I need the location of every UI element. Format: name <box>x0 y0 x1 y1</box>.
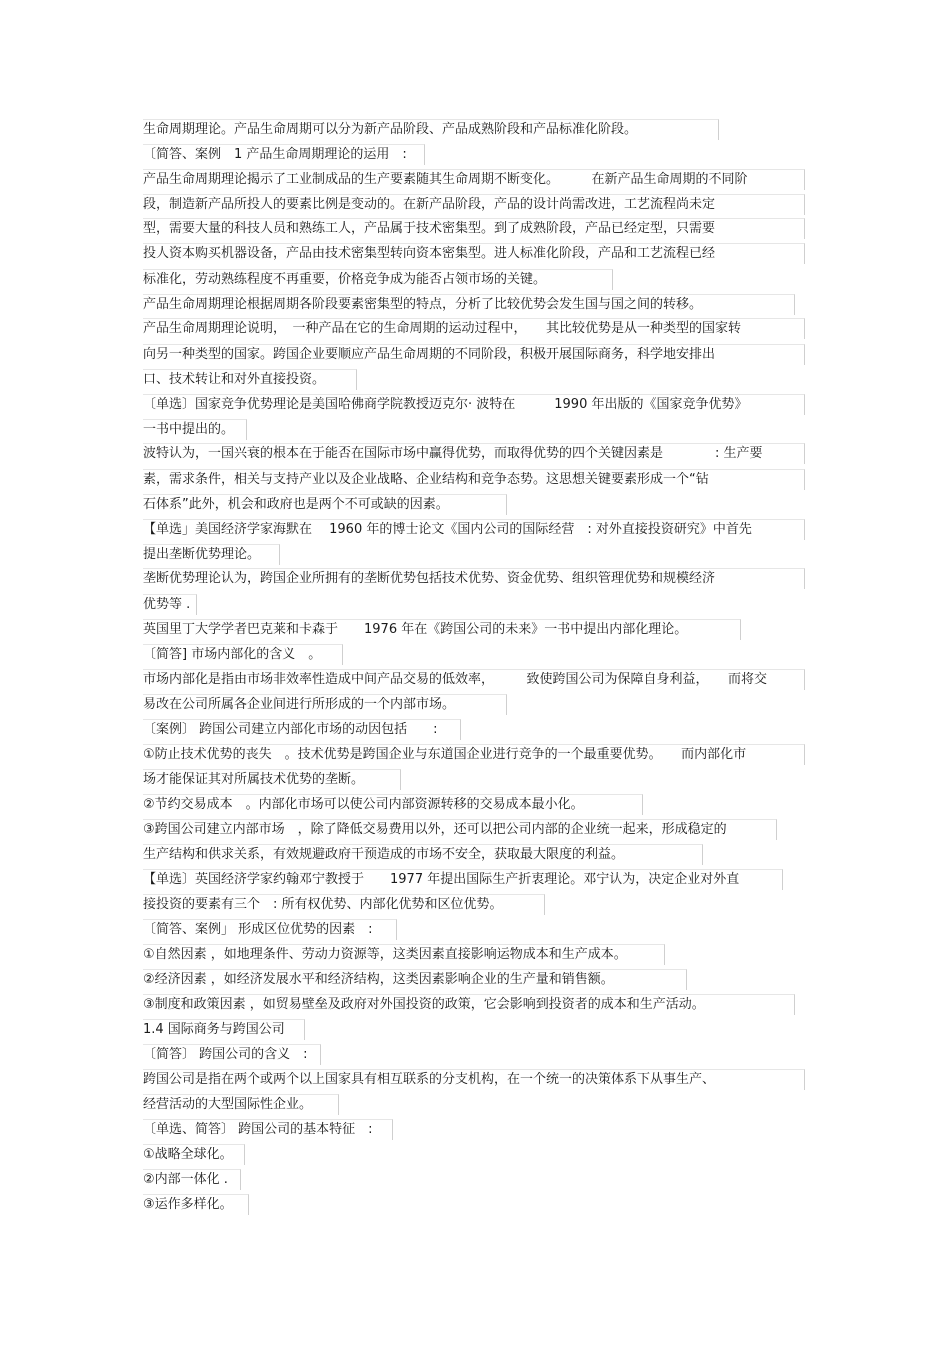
text-line: 标准化，劳动熟练程度不再重要，价格竞争成为能否占领市场的关键。 <box>143 269 613 290</box>
text-line: 〔简答、案例」 形成区位优势的因素 : <box>143 919 397 940</box>
text-line: 场才能保证其对所属技术优势的垄断。 <box>143 769 401 790</box>
text-line: ③运作多样化。 <box>143 1194 249 1215</box>
text-line: ①防止技术优势的丧失 。技术优势是跨国企业与东道国企业进行竞争的一个最重要优势。 而内部化市 <box>143 744 805 765</box>
text-line: 【单选〕英国经济学家约翰邓宁教授于 1977 年提出国际生产折衷理论。邓宁认为，决定企业对外直 <box>143 869 783 890</box>
text-line: 产品生命周期理论揭示了工业制成品的生产要素随其生命周期不断变化。 在新产品生命周期的不同阶 <box>143 169 805 190</box>
text-line: 经营活动的大型国际性企业。 <box>143 1094 339 1115</box>
text-line: ③跨国公司建立内部市场 ，除了降低交易费用以外，还可以把公司内部的企业统一起来，形成稳定的 <box>143 819 777 840</box>
text-line: 一书中提出的。 <box>143 419 247 440</box>
text-line: 接投资的要素有三个 : 所有权优势、内部化优势和区位优势。 <box>143 894 545 915</box>
text-line: 生命周期理论。产品生命周期可以分为新产品阶段、产品成熟阶段和产品标准化阶段。 <box>143 119 719 140</box>
text-line: 英国里丁大学学者巴克莱和卡森于 1976 年在《跨国公司的未来》一书中提出内部化理论。 <box>143 619 741 640</box>
text-line: ②经济因素 ，如经济发展水平和经济结构，这类因素影响企业的生产量和销售额。 <box>143 969 687 990</box>
text-line: 口、技术转让和对外直接投资。 <box>143 369 357 390</box>
text-line: 〔案例〕 跨国公司建立内部化市场的动因包括 : <box>143 719 461 740</box>
text-line: 〔简答〕 跨国公司的含义 : <box>143 1044 321 1065</box>
text-line: ②节约交易成本 。内部化市场可以使公司内部资源转移的交易成本最小化。 <box>143 794 643 815</box>
text-line: 易改在公司所属各企业间进行所形成的一个内部市场。 <box>143 694 507 715</box>
text-line: 市场内部化是指由市场非效率性造成中间产品交易的低效率， 致使跨国公司为保障自身利益， 而将交 <box>143 669 805 690</box>
text-line: 石体系”此外，机会和政府也是两个不可或缺的因素。 <box>143 494 507 515</box>
text-line: ③制度和政策因素 ，如贸易壁垒及政府对外国投资的政策，它会影响到投资者的成本和生产活动。 <box>143 994 795 1015</box>
text-line: 波特认为，一国兴衰的根本在于能否在国际市场中赢得优势，而取得优势的四个关键因素是 : 生产要 <box>143 443 805 464</box>
text-line: 〔简答] 市场内部化的含义 。 <box>143 644 343 665</box>
text-line: ①自然因素 ，如地理条件、劳动力资源等，这类因素直接影响运物成本和生产成本。 <box>143 944 665 965</box>
text-line: 提出垄断优势理论。 <box>143 544 280 565</box>
text-line: 〔单选、简答〕 跨国公司的基本特征 : <box>143 1119 393 1140</box>
text-line: ②内部一体化 . <box>143 1169 241 1190</box>
text-line: 优势等 . <box>143 594 197 615</box>
text-line: 1.4 国际商务与跨国公司 <box>143 1019 305 1040</box>
text-line: 产品生命周期理论说明， 一种产品在它的生命周期的运动过程中， 其比较优势是从一种类型的国家转 <box>143 318 805 339</box>
text-line: 垄断优势理论认为，跨国企业所拥有的垄断优势包括技术优势、资金优势、组织管理优势和规模经济 <box>143 568 805 589</box>
text-line: 〔单选〕国家竞争优势理论是美国哈佛商学院教授迈克尔· 波特在 1990 年出版的《国家竞争优势》 <box>143 394 805 415</box>
text-line: 产品生命周期理论根据周期各阶段要素密集型的特点，分析了比较优势会发生国与国之间的转移。 <box>143 294 795 315</box>
text-line: ①战略全球化。 <box>143 1144 245 1165</box>
text-line: 生产结构和供求关系，有效规避政府干预造成的市场不安全，获取最大限度的利益。 <box>143 844 703 865</box>
text-line: 投人资本购买机器设备，产品由技术密集型转向资本密集型。进人标准化阶段，产品和工艺流程已经 <box>143 243 805 264</box>
text-line: 素，需求条件，相关与支持产业以及企业战略、企业结构和竞争态势。这思想关键要素形成一个“钻 <box>143 469 805 490</box>
text-line: 【单选」美国经济学家海默在 1960 年的博士论文《国内公司的国际经营 : 对外直接投资研究》中首先 <box>143 519 805 540</box>
text-line: 型，需要大量的科技人员和熟练工人，产品属于技术密集型。到了成熟阶段，产品已经定型，只需要 <box>143 218 805 239</box>
text-line: 〔简答、案例 1 产品生命周期理论的运用 : <box>143 144 425 165</box>
text-line: 段，制造新产品所投人的要素比例是变动的。在新产品阶段，产品的设计尚需改进，工艺流程尚未定 <box>143 194 805 215</box>
text-line: 跨国公司是指在两个或两个以上国家具有相互联系的分支机构，在一个统一的决策体系下从事生产、 <box>143 1069 805 1090</box>
text-line: 向另一种类型的国家。跨国企业要顺应产品生命周期的不同阶段，积极开展国际商务，科学地安排出 <box>143 344 805 365</box>
